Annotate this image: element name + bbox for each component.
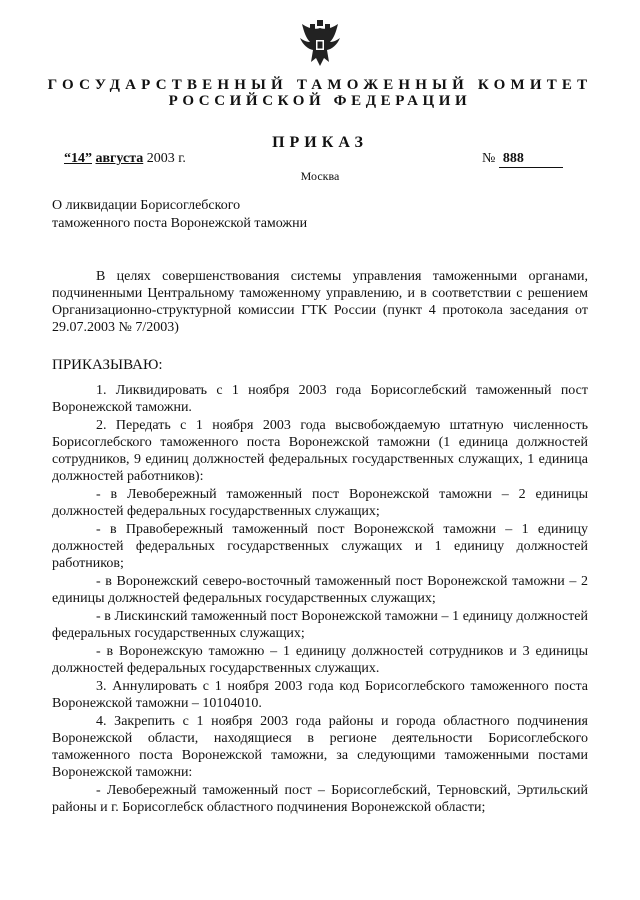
order-item: - в Правобережный таможенный пост Воронежской таможни – 1 единицу должностей федеральных государственных служащих и 1 единицу должностей работников; <box>52 522 588 571</box>
organization-country: РОССИЙСКОЙ ФЕДЕРАЦИИ <box>168 93 472 109</box>
preamble-text: В целях совершенствования системы управления таможенными органами, подчиненными Центральному таможенному управлению, и в соответствии с решением Организационно-структурной комиссии ГТК России (пункт 4 протокола заседания от 29.07.2003 № 7/2003) <box>52 269 588 335</box>
order-word: ПРИКАЗЫВАЮ: <box>52 357 163 373</box>
order-item: 2. Передать с 1 ноября 2003 года высвобождаемую штатную численность Борисоглебского таможенного поста Воронежской таможни (1 единица должностей сотрудников, 9 единиц должностей федеральных государственных служащих, 1 единица должностей работников): <box>52 418 588 484</box>
order-items <box>52 382 588 817</box>
preamble <box>52 268 588 336</box>
document-number <box>482 151 563 168</box>
organization-name: ГОСУДАРСТВЕННЫЙ ТАМОЖЕННЫЙ КОМИТЕТ <box>47 77 593 93</box>
order-item: - в Левобережный таможенный пост Воронежской таможни – 2 единицы должностей федеральных государственных служащих; <box>52 487 588 519</box>
order-item: - в Лискинский таможенный пост Воронежской таможни – 1 единицу должностей федеральных государственных служащих; <box>52 609 588 641</box>
order-item: 4. Закрепить с 1 ноября 2003 года районы и города областного подчинения Воронежской области, находящиеся в регионе деятельности Борисоглебского таможенного поста Воронежской таможни, за следующими таможенными постами Воронежской таможни: <box>52 714 588 780</box>
document-date <box>64 151 186 167</box>
document-title: ПРИКАЗ <box>272 134 368 151</box>
number-label: № <box>482 151 496 166</box>
number-value: 888 <box>499 151 563 168</box>
double-headed-eagle-emblem-icon <box>298 18 342 70</box>
order-item: 1. Ликвидировать с 1 ноября 2003 года Борисоглебский таможенный пост Воронежской таможни. <box>52 383 588 415</box>
date-day: “14” <box>64 151 92 166</box>
document-city: Москва <box>300 169 340 183</box>
date-month: августа <box>95 151 144 166</box>
order-item: - в Воронежский северо-восточный таможенный пост Воронежской таможни – 2 единицы должностей федеральных государственных служащих; <box>52 574 588 606</box>
document-subject: О ликвидации Борисоглебского таможенного поста Воронежской таможни <box>52 198 308 231</box>
order-item: 3. Аннулировать с 1 ноября 2003 года код Борисоглебского таможенного поста Воронежской таможни – 10104010. <box>52 679 588 711</box>
date-year: 2003 г. <box>146 151 186 166</box>
order-item: - Левобережный таможенный пост – Борисоглебский, Терновский, Эртильский районы и г. Борисоглебск областного подчинения Воронежской области; <box>52 783 588 815</box>
order-item: - в Воронежскую таможню – 1 единицу должностей сотрудников и 3 единицы должностей федеральных государственных служащих. <box>52 644 588 676</box>
